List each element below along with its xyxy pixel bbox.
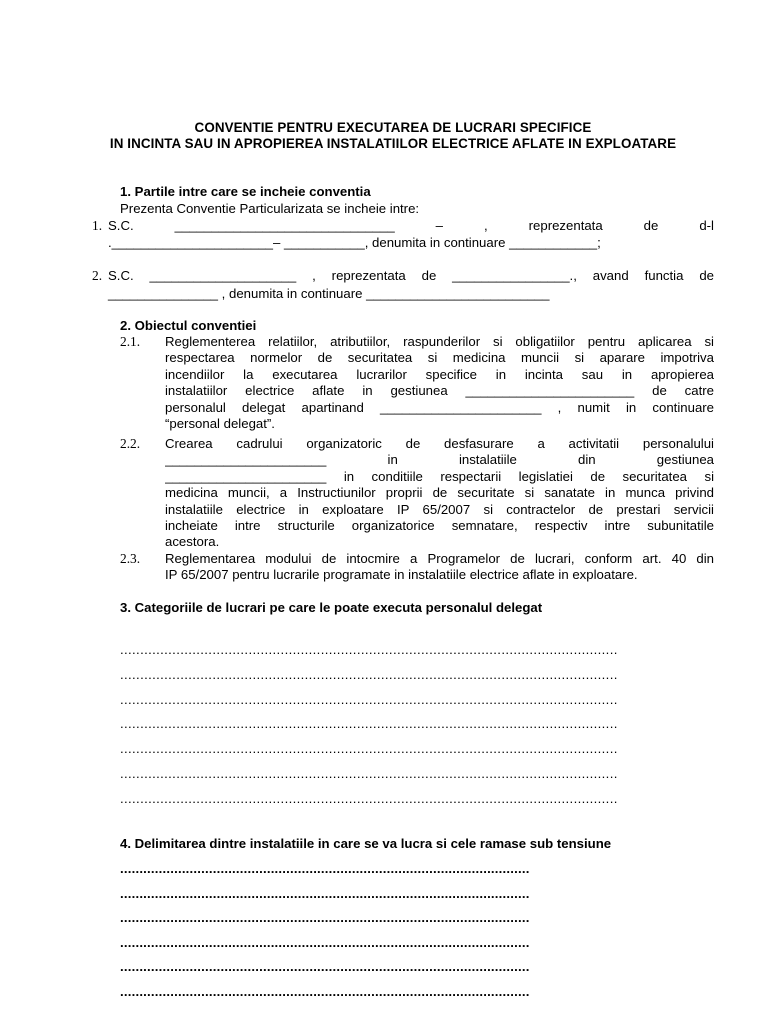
section4-dotted-line[interactable]: .......................................................................................................... — [120, 910, 530, 926]
party-1-word-reprezentata: reprezentata — [528, 218, 603, 233]
section4-dotted-line[interactable]: .......................................................................................................... — [120, 934, 530, 950]
section-2-item-text — [165, 551, 714, 584]
section-2-item-number: 2.1. — [120, 334, 141, 349]
paragraph-line: ______________________ in instalatiile din gestiunea — [165, 452, 714, 468]
section4-dotted-line[interactable]: .......................................................................................................... — [120, 984, 530, 999]
paragraph-line: respectarea normelor de securitatea si medicina muncii si aparare impotriva — [165, 350, 714, 366]
paragraph-line: incheiate intre structurile organizatorice semnatare, respectiv intre subunitatile — [165, 517, 714, 533]
section3-dotted-line[interactable]: ............................................................................................................................ — [120, 666, 618, 682]
section-1-intro: Prezenta Conventie Particularizata se incheie intre: — [120, 201, 420, 216]
paragraph-line: instalatiilor electrice aflate in gestiunea _______________________ de catre — [165, 383, 714, 399]
section3-dotted-line[interactable]: ............................................................................................................................ — [120, 766, 618, 781]
section-2-item-text — [165, 334, 714, 432]
paragraph-line: personalul delegat apartinand ______________________ , numit in continuare — [165, 399, 714, 415]
party-1-number: 1. — [92, 218, 103, 233]
section-4-heading: 4. Delimitarea dintre instalatiile in care se va lucra si cele ramase sub tensiune — [120, 836, 612, 851]
party-1-line-1 — [108, 218, 714, 234]
paragraph-line: instalatiile electrice in exploatare IP 65/2007 si contractelor de prestari servicii — [165, 501, 714, 517]
paragraph-line: Crearea cadrului organizatoric de desfasurare a activitatii personalului — [165, 436, 714, 451]
section3-dotted-line[interactable]: ............................................................................................................................ — [120, 642, 618, 657]
paragraph-line: incendiilor la executarea lucrarilor specifice in incinta sau in apropierea — [165, 366, 714, 382]
paragraph-last-line: IP 65/2007 pentru lucrarile programate in instalatiile electrice aflate in exploatare. — [165, 567, 638, 583]
paragraph-line: ______________________ in conditiile respectarii legislatiei de securitatea si — [165, 468, 714, 484]
paragraph-last-line: acestora. — [165, 534, 220, 550]
section4-dotted-line[interactable]: .......................................................................................................... — [120, 861, 530, 876]
document-title-line-1: CONVENTIE PENTRU EXECUTAREA DE LUCRARI SPECIFICE — [194, 120, 592, 135]
party-2-line-1[interactable]: S.C. ____________________ , reprezentata de ________________., avand functia de — [108, 268, 714, 283]
party-1-sc: S.C. — [108, 218, 134, 233]
party-1-comma: , — [483, 218, 488, 233]
party-1-dash: – — [435, 218, 443, 233]
paragraph-line: Reglementarea modului de intocmire a Programelor de lucrari, conform art. 40 din — [165, 551, 714, 566]
document-title-line-2: IN INCINTA SAU IN APROPIEREA INSTALATIILOR ELECTRICE AFLATE IN EXPLOATARE — [109, 136, 677, 151]
section-2-item-number: 2.2. — [120, 436, 141, 451]
section4-dotted-line[interactable]: .......................................................................................................... — [120, 885, 530, 901]
section3-dotted-line[interactable]: ............................................................................................................................ — [120, 691, 618, 707]
party-1-word-dl: d-l — [699, 218, 714, 233]
section3-dotted-line[interactable]: ............................................................................................................................ — [120, 716, 618, 732]
party-1-company-blank[interactable]: ______________________________ — [174, 218, 395, 233]
party-1-word-de: de — [643, 218, 659, 233]
section-3-heading: 3. Categoriile de lucrari pe care le poate executa personalul delegat — [120, 600, 543, 615]
section-1-heading: 1. Partile intre care se incheie conventia — [120, 184, 371, 199]
section3-dotted-line[interactable]: ............................................................................................................................ — [120, 741, 618, 757]
party-2-line-2[interactable]: _______________ , denumita in continuare _________________________ — [108, 286, 550, 301]
section-2-item-number: 2.3. — [120, 551, 141, 566]
party-2-number: 2. — [92, 268, 103, 283]
paragraph-line: medicina muncii, a Instructiunilor proprii de securitate si sanatate in munca privind — [165, 485, 714, 501]
section4-dotted-line[interactable]: .......................................................................................................... — [120, 959, 530, 975]
section3-dotted-line[interactable]: ............................................................................................................................ — [120, 790, 618, 806]
party-1-line-2[interactable]: .______________________– ___________, denumita in continuare ____________; — [108, 235, 601, 250]
paragraph-line: Reglementerea relatiilor, atributiilor, raspunderilor si obligatiilor pentru aplicarea si — [165, 334, 714, 349]
section-2-item-text — [165, 436, 714, 551]
section-2-heading: 2. Obiectul conventiei — [120, 318, 257, 333]
paragraph-last-line: “personal delegat”. — [165, 415, 275, 431]
